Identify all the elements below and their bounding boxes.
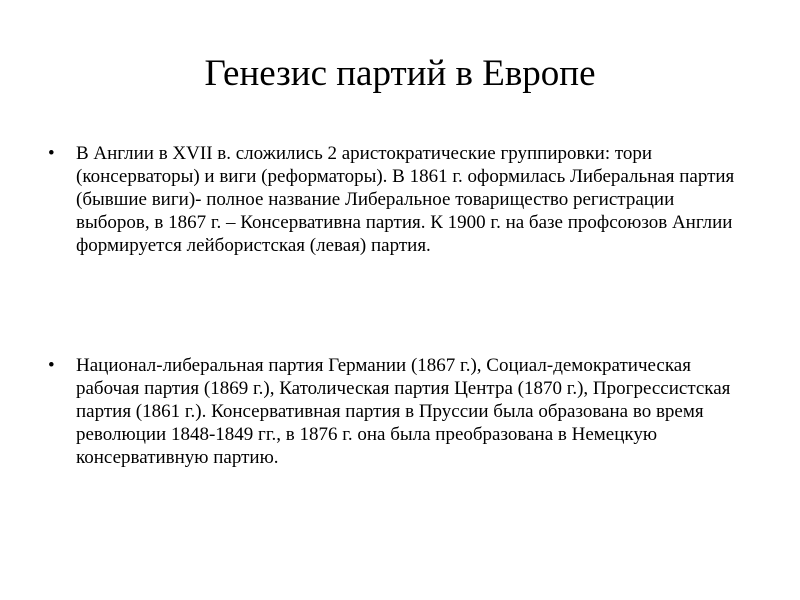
bullet-text: Национал-либеральная партия Германии (1867 г.), Социал-демократическая рабочая партия (1869 г.), Католическая партия Центра (1870 г.), Прогрессистская партия (1861 г.). Консервативная партия в Пруссии была образована во время революции 1848-1849 гг., в 1876 г. она была преобразована в Немецкую консервативную партию.: [76, 355, 731, 468]
bullet-text: В Англии в XVII в. сложились 2 аристократические группировки: тори (консерваторы) и виги (реформаторы). В 1861 г. оформилась Либеральная партия (бывшие виги)- полное название Либеральное товарищество регистрации выборов, в 1867 г. – Консервативна партия. К 1900 г. на базе профсоюзов Англии формируется лейбористская (левая) партия.: [76, 143, 735, 256]
bullet-item-germany: [48, 354, 748, 469]
bullet-item-england: [48, 142, 748, 257]
bullet-marker: •: [48, 143, 55, 164]
slide-title: Генезис партий в Европе: [204, 53, 596, 94]
bullet-list: [48, 142, 748, 469]
bullet-marker: •: [48, 355, 55, 376]
